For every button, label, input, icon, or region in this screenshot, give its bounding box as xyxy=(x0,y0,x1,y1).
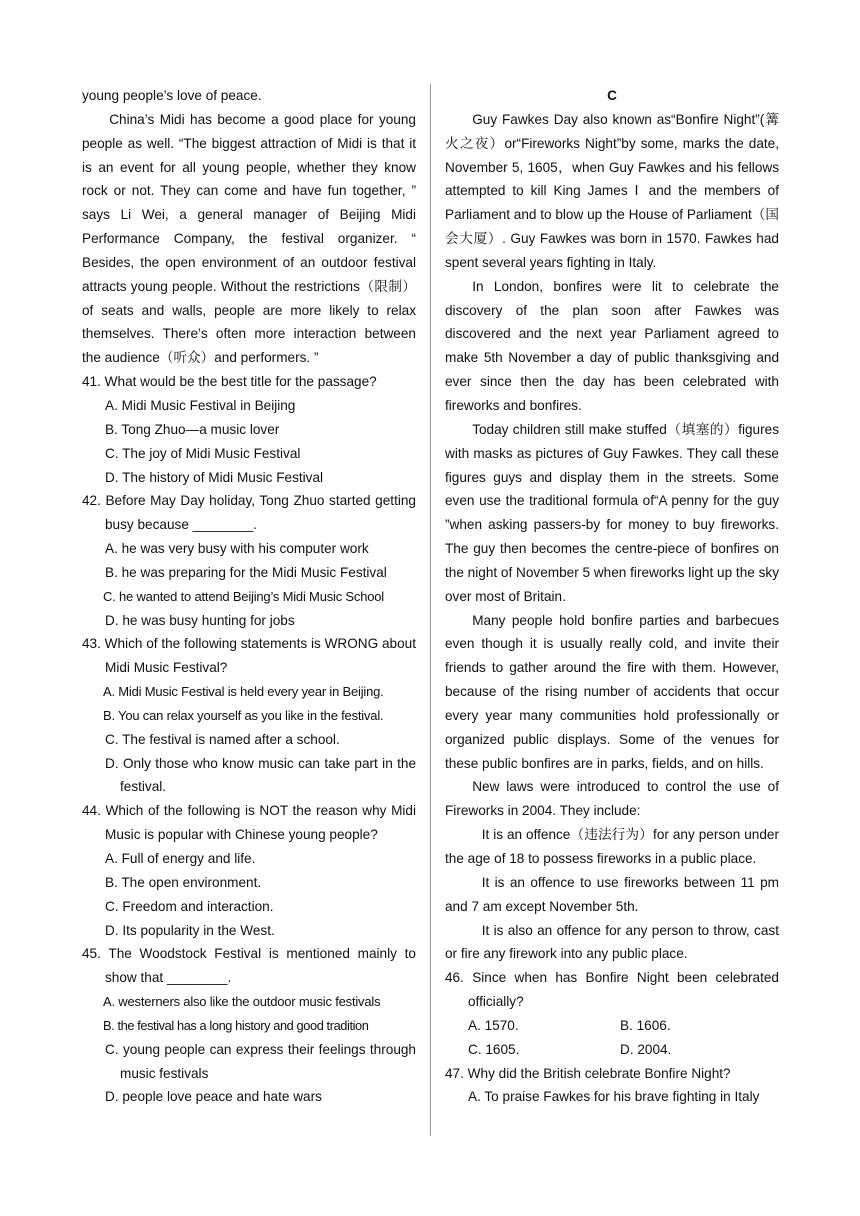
question-stem: 46. Since when has Bonfire Night been celebrated officially? xyxy=(445,970,779,1010)
passage-paragraph: Today children still make stuffed（填塞的）figures with masks as pictures of Guy Fawkes. They call these figures guys and display them in the streets. Some even use the traditional formula of“A penny for the guy ”when asking passers-by for money to buy fireworks. The guy then becomes the centre-piece of bonfires on the night of November 5 when fireworks light up the sky over most of Britain. xyxy=(445,421,779,604)
answer-option: D. Its popularity in the West. xyxy=(105,922,275,938)
question-46 xyxy=(445,966,779,1061)
passage-paragraph: young people’s love of peace. xyxy=(82,88,262,103)
answer-option: D. he was busy hunting for jobs xyxy=(105,612,295,628)
answer-option: C. 1605. xyxy=(468,1041,520,1057)
answer-option: B. You can relax yourself as you like in the festival. xyxy=(103,707,384,723)
question-45 xyxy=(82,942,416,1109)
passage-heading: C xyxy=(607,88,617,103)
answer-option: D. people love peace and hate wars xyxy=(105,1089,322,1105)
answer-option: A. To praise Fawkes for his brave fighting in Italy xyxy=(468,1089,760,1105)
answer-option: B. Tong Zhuo—a music lover xyxy=(105,421,280,437)
question-43 xyxy=(82,632,416,799)
question-stem: 43. Which of the following statements is WRONG about Midi Music Festival? xyxy=(82,636,416,676)
passage-paragraph: Guy Fawkes Day also known as“Bonfire Night”(篝火之夜）or“Fireworks Night”by some, marks the date, November 5, 1605，when Guy Fawkes and his fellows attempted to kill King James Ⅰ and the members of Parliament and to blow up the House of Parliament（国会大厦）. Guy Fawkes was born in 1570. Fawkes had spent several years fighting in Italy. xyxy=(445,111,779,270)
answer-option: C. young people can express their feelings through music festivals xyxy=(105,1041,416,1081)
right-column xyxy=(445,84,779,1109)
question-41 xyxy=(82,370,416,489)
answer-option: A. Full of energy and life. xyxy=(105,851,256,866)
answer-option: A. westerners also like the outdoor music festivals xyxy=(103,994,381,1010)
question-42 xyxy=(82,489,416,632)
answer-row xyxy=(445,1014,779,1038)
passage-paragraph: Many people hold bonfire parties and barbecues even though it is usually really cold, and invite their friends to gather around the fire with them. However, because of the rising number of accidents that occur every year many communities hold professionally or organized public displays. Some of the venues for these public bonfires are in parks, fields, and on hills. xyxy=(445,612,779,771)
law-item: It is an offence（违法行为）for any person under the age of 18 to possess fireworks in a public place. xyxy=(445,827,779,866)
law-item: It is an offence to use fireworks between 11 pm and 7 am except November 5th. xyxy=(445,874,779,914)
passage-paragraph: China’s Midi has become a good place for young people as well. “The biggest attraction of Midi is that it is an event for all young people, whether they know rock or not. They can come and have fun together, ” says Li Wei, a general manager of Beijing Midi Performance Company, the festival organizer. “ Besides, the open environment of an outdoor festival attracts young people. Without the restrictions（限制）of seats and walls, people are more likely to relax themselves. There’s often more interaction between the audience（听众）and performers. ” xyxy=(82,111,416,366)
answer-row xyxy=(445,1038,779,1062)
question-44 xyxy=(82,799,416,942)
answer-option: A. 1570. xyxy=(468,1017,519,1033)
law-item: It is also an offence for any person to throw, cast or fire any firework into any public place. xyxy=(445,922,779,962)
question-stem: 47. Why did the British celebrate Bonfire Night? xyxy=(445,1065,731,1081)
answer-option: C. The joy of Midi Music Festival xyxy=(105,445,301,461)
answer-option: D. Only those who know music can take part in the festival. xyxy=(105,755,416,795)
question-stem: 42. Before May Day holiday, Tong Zhuo started getting busy because ________. xyxy=(82,493,416,533)
answer-option: B. he was preparing for the Midi Music Festival xyxy=(105,564,387,580)
answer-option: C. The festival is named after a school. xyxy=(105,731,340,747)
answer-option: D. The history of Midi Music Festival xyxy=(105,469,324,485)
passage-paragraph: In London, bonfires were lit to celebrate the discovery of the plan soon after Fawkes was discovered and the next year Parliament agreed to make 5th November a day of public thanksgiving and ever since then the day has been celebrated with fireworks and bonfires. xyxy=(445,278,779,413)
answer-option: A. Midi Music Festival is held every year in Beijing. xyxy=(103,684,384,700)
answer-option: C. he wanted to attend Beijing’s Midi Music School xyxy=(103,588,384,604)
answer-option: D. 2004. xyxy=(620,1041,672,1057)
answer-option: B. 1606. xyxy=(620,1017,671,1033)
answer-option: A. Midi Music Festival in Beijing xyxy=(105,397,296,413)
question-47 xyxy=(445,1062,779,1110)
answer-option: C. Freedom and interaction. xyxy=(105,898,274,914)
column-divider xyxy=(430,84,431,1136)
answer-option: B. the festival has a long history and good tradition xyxy=(103,1017,369,1033)
question-stem: 44. Which of the following is NOT the reason why Midi Music is popular with Chinese young people? xyxy=(82,803,416,843)
answer-option: B. The open environment. xyxy=(105,874,262,890)
question-stem: 45. The Woodstock Festival is mentioned mainly to show that ________. xyxy=(82,946,416,986)
answer-option: A. he was very busy with his computer work xyxy=(105,541,369,557)
passage-paragraph: New laws were introduced to control the use of Fireworks in 2004. They include: xyxy=(445,779,779,819)
left-column xyxy=(82,84,416,1109)
question-stem: 41. What would be the best title for the passage? xyxy=(82,374,377,390)
